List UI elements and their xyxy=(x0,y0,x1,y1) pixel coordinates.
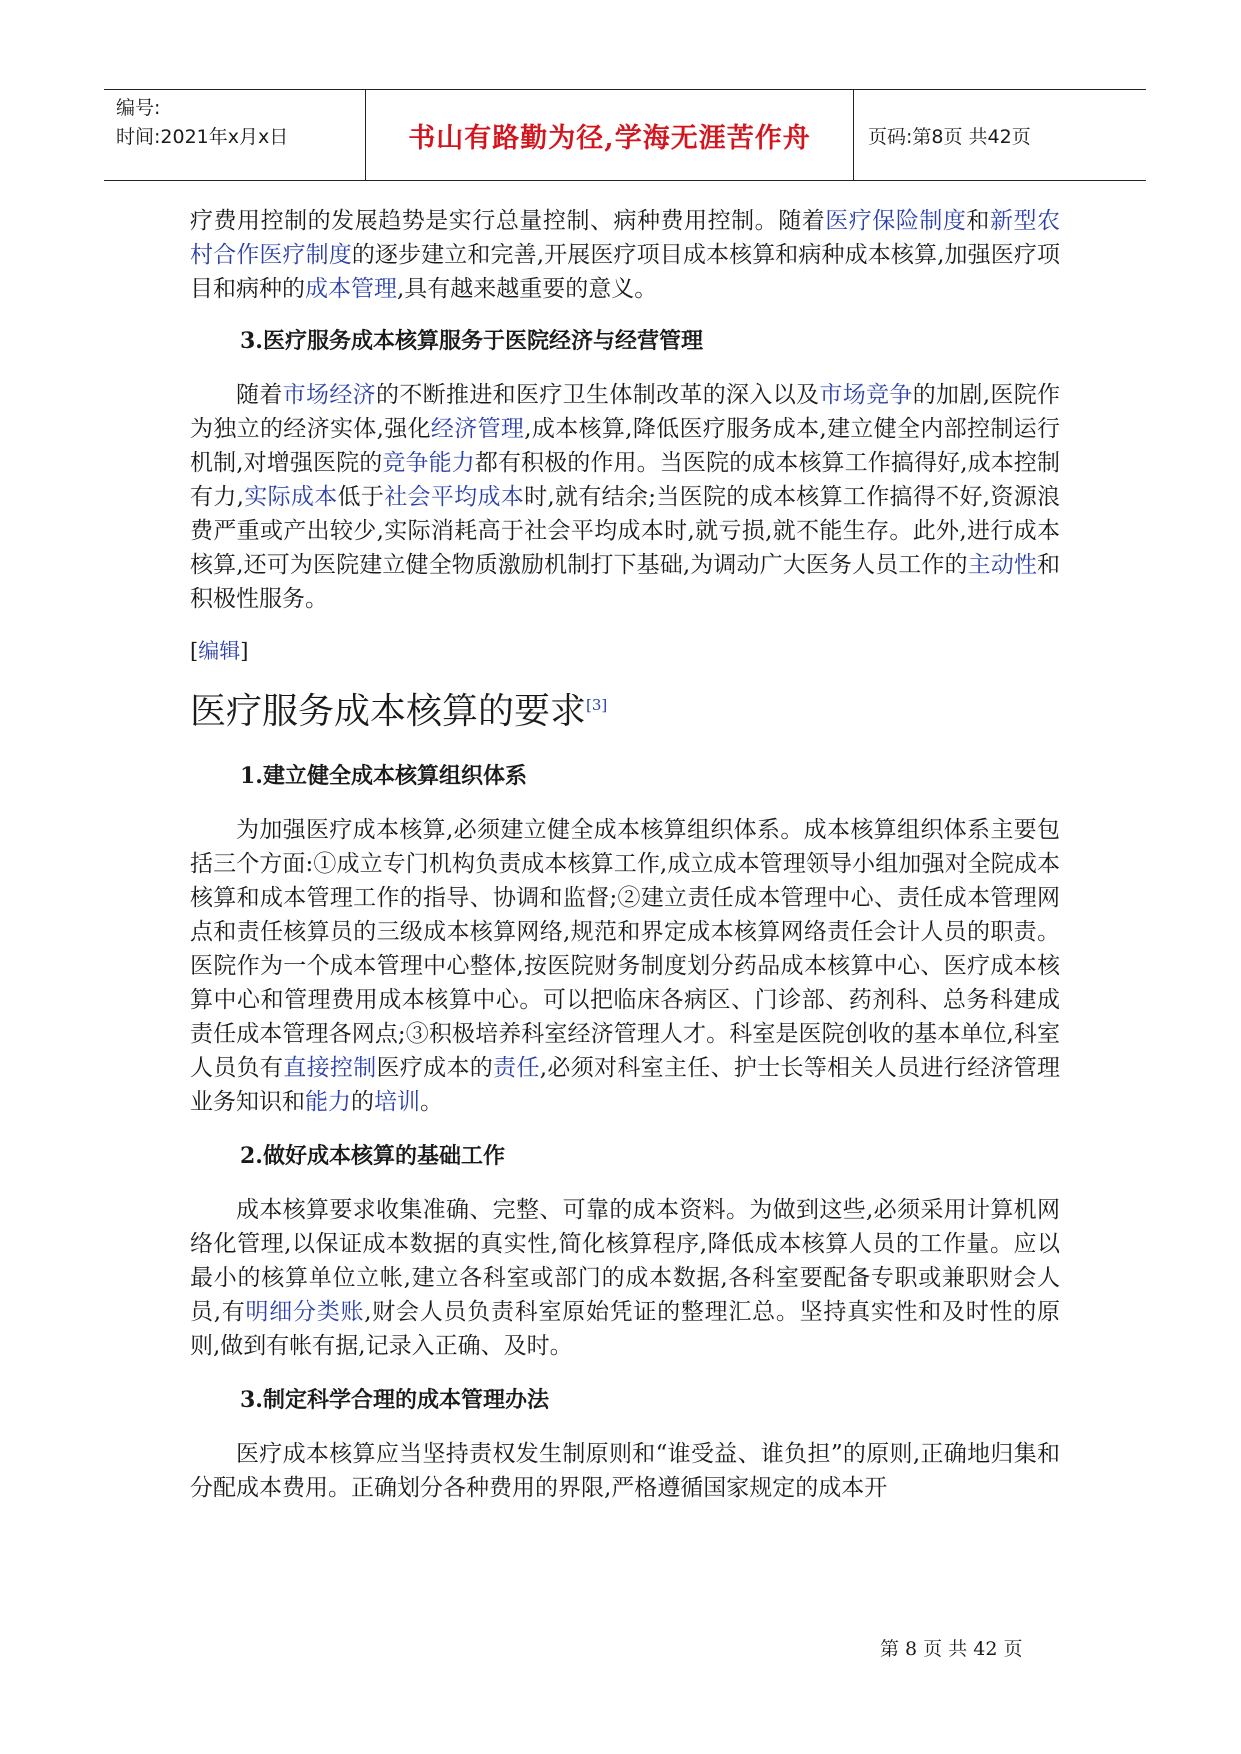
link-competitiveness[interactable]: 竞争能力 xyxy=(382,450,475,476)
doc-time-label: 时间:2021年x月x日 xyxy=(116,126,289,148)
link-actual-cost[interactable]: 实际成本 xyxy=(243,484,338,510)
link-training[interactable]: 培训 xyxy=(374,1089,420,1115)
header-meta xyxy=(104,90,366,180)
reference-link[interactable]: [3] xyxy=(586,696,608,714)
link-medical-insurance-system[interactable]: 医疗保险制度 xyxy=(825,208,967,234)
link-market-competition[interactable]: 市场竞争 xyxy=(819,382,913,408)
page-footer: 第 8 页 共 42 页 xyxy=(880,1638,1023,1660)
link-ability[interactable]: 能力 xyxy=(305,1089,351,1115)
edit-link-wrapper: [编辑] xyxy=(190,639,249,663)
section-heading-1-organization: 1.建立健全成本核算组织体系 xyxy=(240,763,527,789)
link-detailed-ledger[interactable]: 明细分类账 xyxy=(245,1299,365,1325)
document-body xyxy=(190,204,1060,1505)
header-motto: 书山有路勤为径,学海无涯苦作舟 xyxy=(366,90,854,180)
page-header xyxy=(104,89,1146,181)
paragraph-intro-continued: 疗费用控制的发展趋势是实行总量控制、病种费用控制。随着医疗保险制度和新型农村合作医疗制度的逐步建立和完善,开展医疗项目成本核算和病种成本核算,加强医疗项目和病种的成本管理,具有越来越重要的意义。 xyxy=(190,208,1061,302)
header-page-info: 页码:第8页 共42页 xyxy=(868,125,1031,148)
edit-link[interactable]: 编辑 xyxy=(198,639,241,663)
link-cost-management[interactable]: 成本管理 xyxy=(305,276,397,302)
link-initiative[interactable]: 主动性 xyxy=(967,552,1038,578)
section-heading-3-management-methods: 3.制定科学合理的成本管理办法 xyxy=(240,1387,549,1413)
link-responsibility[interactable]: 责任 xyxy=(493,1055,540,1081)
link-direct-control[interactable]: 直接控制 xyxy=(283,1055,377,1081)
link-economic-management[interactable]: 经济管理 xyxy=(430,416,525,442)
paragraph-economic-management: 随着市场经济的不断推进和医疗卫生体制改革的深入以及市场竞争的加剧,医院作为独立的经济实体,强化经济管理,成本核算,降低医疗服务成本,建立健全内部控制运行机制,对增强医院的竞争能力都有积极的作用。当医院的成本核算工作搞得好,成本控制有力,实际成本低于社会平均成本时,就有结余;当医院的成本核算工作搞得不好,资源浪费严重或产出较少,实际消耗高于社会平均成本时,就亏损,就不能生存。此外,进行成本核算,还可为医院建立健全物质激励机制打下基础,为调动广大医务人员工作的主动性和积极性服务。 xyxy=(190,382,1061,612)
link-market-economy[interactable]: 市场经济 xyxy=(282,382,377,408)
doc-number-label: 编号: xyxy=(116,97,161,119)
paragraph-organization: 为加强医疗成本核算,必须建立健全成本核算组织体系。成本核算组织体系主要包括三个方面:①成立专门机构负责成本核算工作,成立成本管理领导小组加强对全院成本核算和成本管理工作的指导、协调和监督;②建立责任成本管理中心、责任成本管理网点和责任核算员的三级成本核算网络,规范和界定成本核算网络责任会计人员的职责。医院作为一个成本管理中心整体,按医院财务制度划分药品成本核算中心、医疗成本核算中心和管理费用成本核算中心。可以把临床各病区、门诊部、药剂科、总务科建成责任成本管理各网点;③积极培养科室经济管理人才。科室是医院创收的基本单位,科室人员负有直接控制医疗成本的责任,必须对科室主任、护士长等相关人员进行经济管理业务知识和能力的培训。 xyxy=(190,817,1061,1115)
paragraph-basic-work: 成本核算要求收集准确、完整、可靠的成本资料。为做到这些,必须采用计算机网络化管理,以保证成本数据的真实性,简化核算程序,降低成本核算人员的工作量。应以最小的核算单位立帐,建立各科室或部门的成本数据,各科室要配备专职或兼职财会人员,有明细分类账,财会人员负责科室原始凭证的整理汇总。坚持真实性和及时性的原则,做到有帐有据,记录入正确、及时。 xyxy=(190,1197,1061,1359)
section-heading-2-basic-work: 2.做好成本核算的基础工作 xyxy=(240,1143,505,1169)
paragraph-management-methods: 医疗成本核算应当坚持责权发生制原则和“谁受益、谁负担”的原则,正确地归集和分配成本费用。正确划分各种费用的界限,严格遵循国家规定的成本开 xyxy=(190,1441,1060,1501)
link-social-average-cost[interactable]: 社会平均成本 xyxy=(384,484,525,510)
section-title-requirements: 医疗服务成本核算的要求[3] xyxy=(190,691,608,732)
link-rural-cooperative-medical-system[interactable]: 新型农村合作医疗制度 xyxy=(190,208,1061,268)
section-heading-3-economic-management: 3.医疗服务成本核算服务于医院经济与经营管理 xyxy=(240,328,703,354)
